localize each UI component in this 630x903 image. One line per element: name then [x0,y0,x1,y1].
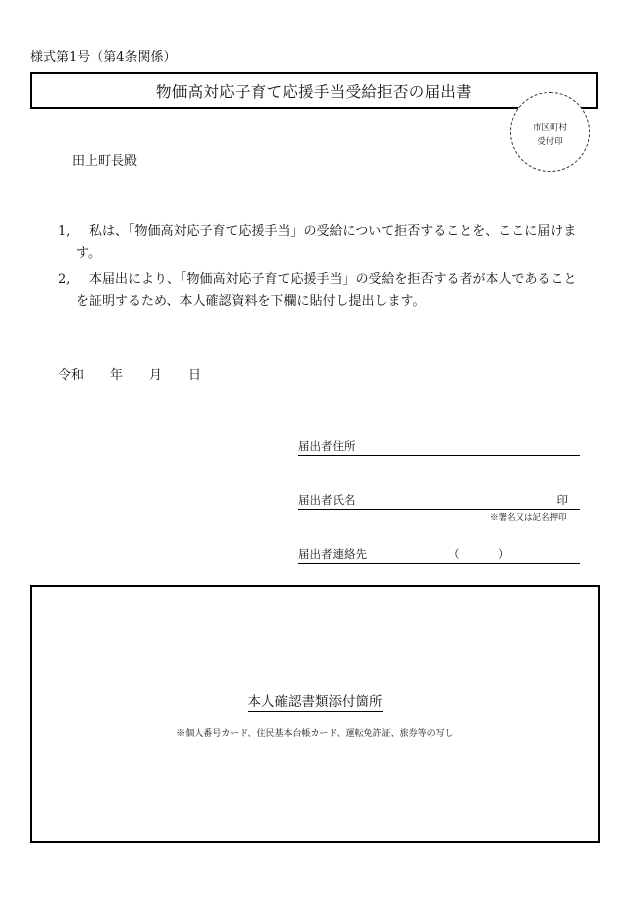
date-day: 日 [188,368,202,383]
statement-item-1 [58,221,598,265]
date-year: 年 [110,368,124,383]
date-month: 月 [149,368,163,383]
applicant-name-field[interactable] [298,491,580,510]
date-era: 令和 [58,368,85,383]
applicant-address-field[interactable] [298,437,580,456]
stamp-label-municipality: 市区町村 [532,123,567,133]
form-number: 様式第1号（第4条関係） [30,50,177,65]
seal-mark: 印 [556,493,568,507]
applicant-contact-field[interactable] [298,545,580,564]
item-text: 本届出により、「物価高対応子育て応援手当」の受給を拒否する者が本人であることを証明するため、本人確認資料を下欄に貼付し提出します。 [76,272,577,309]
contact-paren-close: ） [498,547,510,561]
date-line [58,364,227,383]
contact-paren-open: （ [448,547,460,561]
applicant-address-label: 届出者住所 [298,439,356,453]
item-number: 2, [58,272,71,287]
attachment-title-wrap [32,690,598,710]
attachment-title: 本人確認書類添付箇所 [247,694,383,710]
attachment-note: ※個人番号カード、住民基本台帳カード、運転免許証、旅券等の写し [176,729,454,739]
stamp-label-reception: 受付印 [537,137,563,147]
item-number: 1, [58,224,71,239]
id-document-attachment-area [30,585,600,843]
applicant-contact-label: 届出者連絡先 [298,547,367,561]
form-title: 物価高対応子育て応援手当受給拒否の届出書 [30,72,598,109]
signature-note: ※署名又は記名押印 [490,513,567,523]
addressee: 田上町長殿 [72,154,138,169]
reception-stamp-area [510,92,590,172]
statement-item-2 [58,269,598,313]
item-text: 私は、「物価高対応子育て応援手当」の受給について拒否することを、ここに届けます。 [76,224,577,261]
applicant-name-label: 届出者氏名 [298,493,356,507]
